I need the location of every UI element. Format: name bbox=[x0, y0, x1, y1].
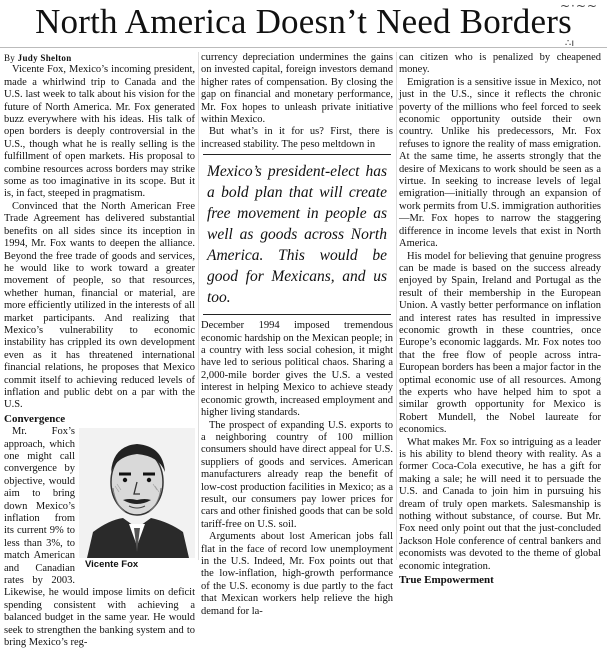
author-photo-block bbox=[79, 428, 195, 574]
byline bbox=[4, 52, 195, 64]
paragraph: What makes Mr. Fox so intriguing as a leader is his ability to blend theory with reality. As a former Coca-Cola executive, he has a gift for making a sale; he will need it to persuade the U.S. and Canada to join him in pursuing his dream of truly open markets. Salesmanship is nothing without substance, of course. But Mr. Fox need only point out that the just-concluded Jackson Hole conference of central bankers and economists was devoted to the theme of global economic integration. bbox=[399, 436, 601, 572]
article-headline: North America Doesn’t Need Borders bbox=[35, 2, 572, 41]
portrait-illustration bbox=[79, 428, 195, 558]
paragraph: can citizen who is penalized by cheapened money. bbox=[399, 52, 601, 76]
article-column-2 bbox=[201, 52, 393, 618]
margin-handwriting-mark-2: ∴ı bbox=[565, 38, 575, 49]
photo-caption: Vicente Fox bbox=[85, 559, 139, 571]
paragraph: His model for believing that genuine progress can be made is based on the success already enjoyed by Spain, Ireland and Portugal as the result of their membership in the European Union. A vastly better performance on inflation and interest rates has resulted in impressive economic growth in these countries, once Europe’s economic laggards. Mr. Fox notes too that the free flow of people across intra-European borders has been a major factor in the optimal economic use of all resources. Among the experts who have helped him to spot a similar growth opportunity for Mexico is Robert Mundell, the Nobel laureate for economics. bbox=[399, 250, 601, 436]
column-divider-2 bbox=[396, 52, 397, 560]
byline-author: Judy Shelton bbox=[17, 53, 72, 63]
article-column-3 bbox=[399, 52, 601, 587]
column-divider-1 bbox=[198, 52, 199, 560]
article-column-1 bbox=[4, 52, 195, 650]
paragraph: Emigration is a sensitive issue in Mexico, not just in the U.S., since it reflects the chronic poverty of the millions who feel forced to seek economic opportunity outside their own country. Unlike his predecessors, Mr. Fox refuses to ignore the reality of mass emigration. At the same time, he asserts strongly that the desire of Mexicans to work should be seen as a virtue. In seeking to increase levels of legal emigration—initially through an expansion of work permits from U.S. immigration authorities—Mr. Fox hopes to narrow the staggering difference in income levels that exist in North America. bbox=[399, 76, 601, 250]
byline-prefix: By bbox=[4, 53, 16, 63]
paragraph: Vicente Fox, Mexico’s incoming president, made a whirlwind trip to Canada and the U.S. last week to talk about his vision for the future of North America. Mr. Fox generated buzz everywhere with his ideas. His talk of open borders is deeply controversial in the U.S., though what he is really selling is the fulfillment of open markets. His proposal to combine resources across borders may strike some as too imaginative in its scope. But it is, in fact, steeped in pragmatism. bbox=[4, 64, 195, 200]
paragraph: currency depreciation undermines the gains on invested capital, foreign investors demand higher rates of compensation. By closing the gap on financial and monetary performance, Mr. Fox hopes to unleash private initiative within Mexico. bbox=[201, 52, 393, 126]
pull-quote: Mexico’s president-elect has a bold plan that will create free movement in people as well as goods across North America. This would be good for Mexicans, and us too. bbox=[203, 154, 391, 315]
paragraph: December 1994 imposed tremendous economic hardship on the Mexican people; in a country with less social cohesion, it might have led to serious political chaos. Sharing a 2,000-mile border gives the U.S. a vested interest in helping Mexico to achieve steady economic growth, increased employment and higher living standards. bbox=[201, 320, 393, 419]
portrait-drawing bbox=[79, 428, 195, 558]
paragraph: Mr. Fox’s approach, which one might call convergence by objective, would aim to bring down Mexico’s inflation from its current 9% to less than 3%, to match American and Canadian rates by 2003. Likewise, he would impose limits on deficit spending consistent with achieving a balanced budget in the same year. He would seek to strengthen the banking system and to bring Mexico’s reg- bbox=[4, 426, 195, 649]
subhead-convergence: Convergence bbox=[4, 412, 66, 425]
margin-handwriting-mark: ~·~~ bbox=[560, 0, 598, 13]
paragraph: The prospect of expanding U.S. exports to a neighboring country of 100 million consumers should have direct appeal for U.S. suppliers of goods and services. American manufacturers already reap the benefit of low-cost production facilities in Mexico; as a result, our consumers pay lower prices for cars and other finished goods that can be sold tariff-free on U.S. soil. bbox=[201, 419, 393, 530]
headline-rule bbox=[0, 47, 607, 48]
paragraph: But what’s in it for us? First, there is increased stability. The peso meltdown in bbox=[201, 126, 393, 150]
paragraph: Arguments about lost American jobs fall flat in the face of record low unemployment in the U.S. Indeed, Mr. Fox points out that the low-inflation, high-growth performance of the U.S. economy is due partly to the fact that Mexican workers help relieve the high demand for la- bbox=[201, 531, 393, 617]
subhead-true-empowerment: True Empowerment bbox=[399, 574, 494, 587]
paragraph: Convinced that the North American Free Trade Agreement has delivered substantial benefits on all sides since its inception in 1994, Mr. Fox wants to deepen the alliance. Beyond the free trade of goods and services, he would like to work toward a greater movement of people, so that resources, whether human, financial or material, are more efficiently utilized in the interests of all market participants. And realizing that Mexico’s vulnerability to economic instability has crippled its own development even as it has threatened international financial relations, he proposes that Mexico commit itself to achieving reduced levels of inflation and public debt on a par with the U.S. bbox=[4, 200, 195, 411]
